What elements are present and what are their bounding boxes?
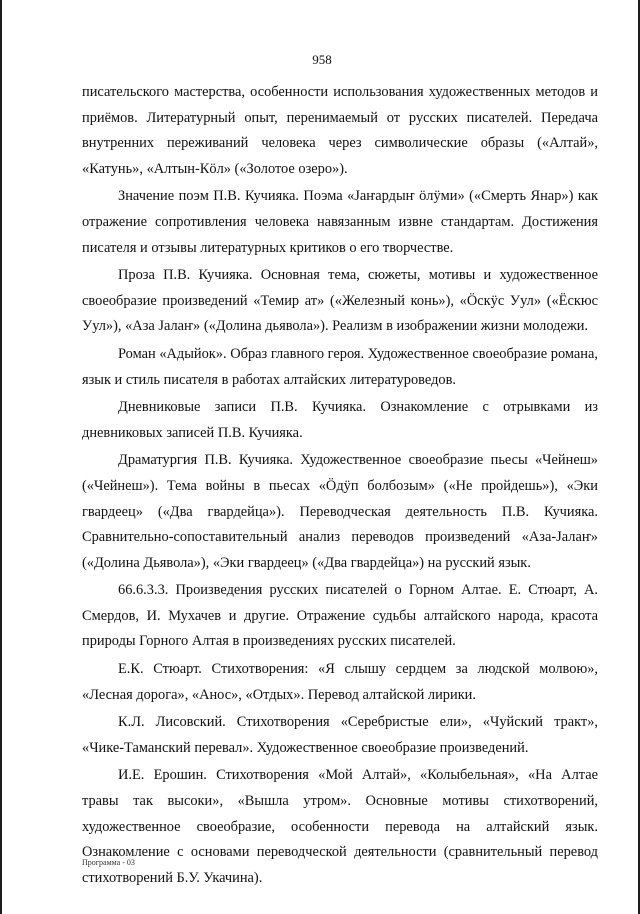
paragraph-diaries: Дневниковые записи П.В. Кучияка. Ознакомление с отрывками из дневниковых записей П.В. Кучияка. (82, 399, 598, 441)
page-number: 958 (312, 52, 332, 67)
paragraph-lisovsky: К.Л. Лисовский. Стихотворения «Серебристые ели», «Чуйский тракт», «Чике-Таманский перевал». Художественное своеобразие произведений. (82, 714, 598, 756)
footer-program-label: Программа - 03 (82, 858, 135, 867)
paragraph-section-66-6-3-3: 66.6.3.3. Произведения русских писателей о Горном Алтае. Е. Стюарт, А. Смердов, И. Мухачев и другие. Отражение судьбы алтайского народа, красота природы Горного Алтая в произведениях русских писателей. (82, 582, 598, 650)
paragraph-poems: Значение поэм П.В. Кучияка. Поэма «Јаҥардыҥ ӧлӱми» («Смерть Янар») как отражение сопротивления человека навязанным извне стандартам. Достижения писателя и отзывы литературных критиков о его творчестве. (82, 188, 598, 256)
paragraph-eroshin: И.Е. Ерошин. Стихотворения «Мой Алтай», «Колыбельная», «На Алтае травы так высоки», «Вышла утром». Основные мотивы стихотворений, художественное своеобразие, особенности перевода на алтайский язык. Ознакомление с основами переводческой деятельности (сравнительный перевод стихотворений Б.У. Укачина). (82, 767, 598, 886)
paragraph-novel: Роман «Адыйок». Образ главного героя. Художественное своеобразие романа, язык и стиль писателя в работах алтайских литературоведов. (82, 345, 598, 388)
paragraph-prose: Проза П.В. Кучияка. Основная тема, сюжеты, мотивы и художественное своеобразие произведений «Темир ат» («Железный конь»), «Ӧскӱс Уул» («Ёскюс Уул»), «Аза Јалаҥ» («Долина дьявола»). Реализм в изображении жизни молодежи. (82, 267, 598, 335)
document-body (82, 80, 598, 893)
paragraph-stuart: Е.К. Стюарт. Стихотворения: «Я слышу сердцем за людской молвою», «Лесная дорога», «Анос», «Отдых». Перевод алтайской лирики. (82, 661, 598, 703)
paragraph-drama: Драматургия П.В. Кучияка. Художественное своеобразие пьесы «Чейнеш» («Чейнеш»). Тема войны в пьесах «Ӧдӱп болбозым» («Не пройдешь»), «Эки гвардеец» («Два гвардейца»). Переводческая деятельность П.В. Кучияка. Сравнительно-сопоставительный анализ переводов произведений «Аза-Јалаҥ» («Долина Дьявола»), «Эки гвардеец» («Два гвардейца») на русский язык. (82, 452, 598, 571)
paragraph-continuation: писательского мастерства, особенности использования художественных методов и приёмов. Литературный опыт, перенимаемый от русских писателей. Передача внутренних переживаний человека через символические образы («Алтай», «Катунь», «Алтын-Кӧл» («Золотое озеро»). (82, 84, 598, 177)
